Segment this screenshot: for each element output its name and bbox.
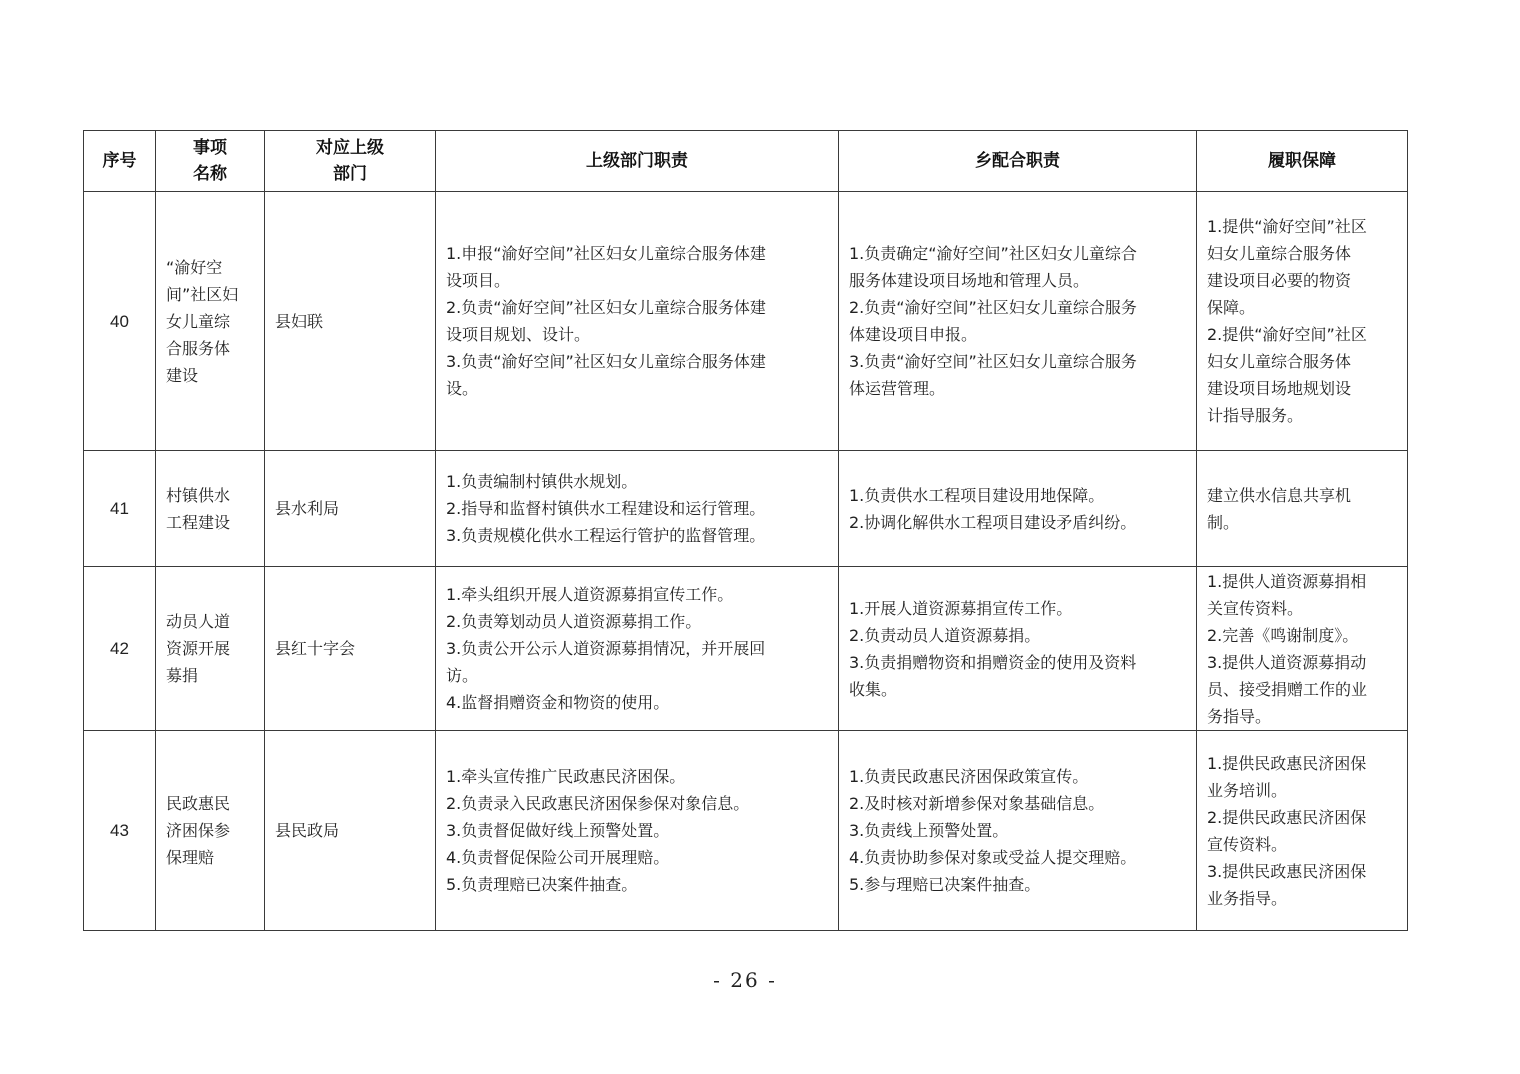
upper-duties (436, 451, 839, 567)
cell-line: 业务培训。 (1207, 780, 1288, 800)
cell-line: 3.负责“渝好空间”社区妇女儿童综合服务体建 (446, 352, 766, 371)
cell-line: 1.负责确定“渝好空间”社区妇女儿童综合 (849, 244, 1137, 263)
cell-line: 建设 (166, 365, 199, 385)
cell-line: 4.负责督促保险公司开展理赔。 (446, 848, 670, 867)
cell-line: 间”社区妇 (166, 284, 239, 304)
guarantee (1197, 567, 1408, 731)
header-upper-duties: 上级部门职责 (436, 131, 839, 192)
cell-line: 2.负责录入民政惠民济困保参保对象信息。 (446, 794, 750, 813)
upper-duties (436, 567, 839, 731)
cell-line: 3.负责公开公示人道资源募捐情况，并开展回 (446, 639, 766, 658)
row-number: 42 (84, 567, 156, 731)
cell-line: 1.负责供水工程项目建设用地保障。 (849, 485, 1105, 505)
cell-line: 3.负责督促做好线上预警处置。 (446, 821, 670, 840)
cell-line: 妇女儿童综合服务体 (1207, 352, 1352, 371)
upper-duties (436, 731, 839, 931)
cell-line: 2.负责动员人道资源募捐。 (849, 625, 1041, 645)
cell-line: “渝好空 (166, 257, 223, 277)
cell-line: 保理赔 (166, 848, 215, 867)
cell-line: 保障。 (1207, 298, 1256, 317)
cell-line: 建立供水信息共享机 (1207, 485, 1352, 505)
item-name (156, 451, 265, 567)
table-row (84, 567, 1408, 731)
cell-line: 业务指导。 (1207, 888, 1288, 908)
cell-line: 3.负责线上预警处置。 (849, 821, 1009, 840)
department: 县民政局 (265, 731, 436, 931)
table-row (84, 192, 1408, 451)
header-name: 事项 名称 (156, 131, 265, 192)
cell-line: 动员人道 (166, 612, 231, 631)
cell-line: 募捐 (166, 666, 199, 685)
cell-line: 村镇供水 (166, 485, 231, 505)
cell-line: 服务体建设项目场地和管理人员。 (849, 271, 1090, 290)
cell-line: 合服务体 (166, 338, 231, 358)
cell-line: 女儿童综 (166, 311, 231, 331)
cell-line: 2.协调化解供水工程项目建设矛盾纠纷。 (849, 512, 1137, 532)
cell-line: 资源开展 (166, 639, 231, 658)
cell-line: 建设项目场地规划设 (1207, 379, 1352, 398)
cell-line: 务指导。 (1207, 706, 1272, 726)
cell-line: 体运营管理。 (849, 379, 946, 398)
cell-line: 设项目规划、设计。 (446, 325, 591, 344)
table-header-row (84, 131, 1408, 192)
cell-line: 妇女儿童综合服务体 (1207, 244, 1352, 263)
cell-line: 3.负责规模化供水工程运行管护的监督管理。 (446, 526, 766, 545)
cell-line: 设。 (446, 379, 479, 398)
cell-line: 2.完善《鸣谢制度》。 (1207, 625, 1359, 645)
cell-line: 收集。 (849, 679, 898, 699)
department: 县红十字会 (265, 567, 436, 731)
cell-line: 制。 (1207, 512, 1240, 532)
department: 县水利局 (265, 451, 436, 567)
cell-line: 1.提供人道资源募捐相 (1207, 571, 1367, 591)
cell-line: 访。 (446, 666, 479, 685)
cell-line: 2.负责“渝好空间”社区妇女儿童综合服务体建 (446, 298, 766, 317)
cell-line: 5.参与理赔已决案件抽查。 (849, 875, 1041, 894)
cell-line: 1.牵头组织开展人道资源募捐宣传工作。 (446, 585, 734, 604)
cell-line: 1.申报“渝好空间”社区妇女儿童综合服务体建 (446, 244, 766, 263)
page-number: - 26 - (713, 968, 777, 992)
cell-line: 3.提供人道资源募捐动 (1207, 652, 1367, 672)
cell-line: 1.负责编制村镇供水规划。 (446, 472, 638, 491)
department: 县妇联 (265, 192, 436, 451)
cell-line: 2.负责“渝好空间”社区妇女儿童综合服务 (849, 298, 1137, 317)
cell-line: 3.负责“渝好空间”社区妇女儿童综合服务 (849, 352, 1137, 371)
cell-line: 2.负责筹划动员人道资源募捐工作。 (446, 612, 702, 631)
cell-line: 1.提供民政惠民济困保 (1207, 753, 1367, 773)
header-guarantee: 履职保障 (1197, 131, 1408, 192)
upper-duties (436, 192, 839, 451)
guarantee (1197, 451, 1408, 567)
guarantee (1197, 731, 1408, 931)
duties-table (83, 130, 1408, 931)
town-duties (839, 567, 1197, 731)
table-row (84, 731, 1408, 931)
cell-line: 工程建设 (166, 512, 231, 532)
cell-line: 3.提供民政惠民济困保 (1207, 861, 1367, 881)
cell-line: 济困保参 (166, 821, 231, 840)
cell-line: 关宣传资料。 (1207, 598, 1304, 618)
cell-line: 计指导服务。 (1207, 406, 1304, 425)
town-duties (839, 451, 1197, 567)
cell-line: 4.监督捐赠资金和物资的使用。 (446, 693, 670, 712)
town-duties (839, 192, 1197, 451)
row-number: 43 (84, 731, 156, 931)
cell-line: 1.开展人道资源募捐宣传工作。 (849, 598, 1073, 618)
item-name (156, 731, 265, 931)
header-dept: 对应上级 部门 (265, 131, 436, 192)
cell-line: 2.提供民政惠民济困保 (1207, 807, 1367, 827)
cell-line: 2.指导和监督村镇供水工程建设和运行管理。 (446, 499, 766, 518)
cell-line: 宣传资料。 (1207, 834, 1288, 854)
table-row (84, 451, 1408, 567)
header-town-duties: 乡配合职责 (839, 131, 1197, 192)
cell-line: 1.提供“渝好空间”社区 (1207, 217, 1367, 236)
item-name (156, 567, 265, 731)
row-number: 40 (84, 192, 156, 451)
cell-line: 民政惠民 (166, 794, 231, 813)
cell-line: 员、接受捐赠工作的业 (1207, 679, 1368, 699)
guarantee (1197, 192, 1408, 451)
cell-line: 建设项目必要的物资 (1207, 271, 1352, 290)
item-name (156, 192, 265, 451)
cell-line: 体建设项目申报。 (849, 325, 978, 344)
cell-line: 5.负责理赔已决案件抽查。 (446, 875, 638, 894)
cell-line: 3.负责捐赠物资和捐赠资金的使用及资料 (849, 652, 1137, 672)
cell-line: 2.提供“渝好空间”社区 (1207, 325, 1367, 344)
town-duties (839, 731, 1197, 931)
cell-line: 1.牵头宣传推广民政惠民济困保。 (446, 767, 686, 786)
cell-line: 设项目。 (446, 271, 511, 290)
cell-line: 1.负责民政惠民济困保政策宣传。 (849, 767, 1089, 786)
cell-line: 2.及时核对新增参保对象基础信息。 (849, 794, 1105, 813)
row-number: 41 (84, 451, 156, 567)
table-body (84, 192, 1408, 931)
cell-line: 4.负责协助参保对象或受益人提交理赔。 (849, 848, 1137, 867)
header-num: 序号 (84, 131, 156, 192)
